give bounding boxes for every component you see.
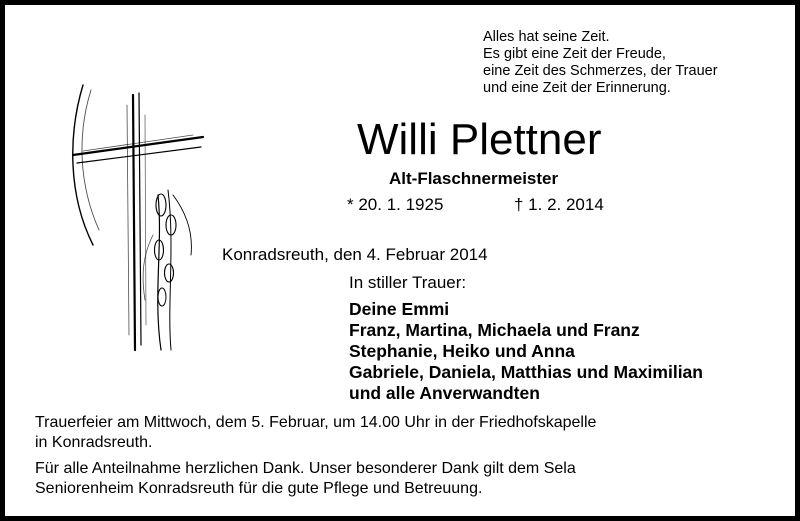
mourning-label: In stiller Trauer: [349,273,467,292]
poem-line: und eine Zeit der Erinnerung. [483,80,671,96]
poem-line: Es gibt eine Zeit der Freude, [483,46,666,62]
thanks-line: Seniorenheim Konradsreuth für die gute Pflege und Betreuung. [35,480,483,497]
poem [483,29,718,97]
thanks-note [35,459,576,499]
funeral-info [35,413,596,453]
deceased-name: Willi Plettner [357,115,602,164]
birth-date: * 20. 1. 1925 [347,195,444,214]
funeral-line: Trauerfeier am Mittwoch, dem 5. Februar, um 14.00 Uhr in der Friedhofskapelle [35,414,597,431]
mourner-line: Stephanie, Heiko und Anna [349,341,575,361]
mourner-line: und alle Anverwandten [349,383,540,403]
funeral-line: in Konradsreuth. [35,434,153,451]
death-date: † 1. 2. 2014 [514,195,604,214]
cross-with-wheat-sketch-icon [63,75,213,355]
poem-line: Alles hat seine Zeit. [483,29,610,45]
deceased-title: Alt-Flaschnermeister [389,169,559,188]
place-date: Konradsreuth, den 4. Februar 2014 [222,245,488,264]
mourner-line: Franz, Martina, Michaela und Franz [349,320,640,340]
thanks-line: Für alle Anteilnahme herzlichen Dank. Unser besonderer Dank gilt dem Sela [35,460,576,477]
poem-line: eine Zeit des Schmerzes, der Trauer [483,63,718,79]
mourners-list [349,299,703,404]
mourner-line: Gabriele, Daniela, Matthias und Maximilian [349,362,703,382]
mourner-line: Deine Emmi [349,299,450,319]
